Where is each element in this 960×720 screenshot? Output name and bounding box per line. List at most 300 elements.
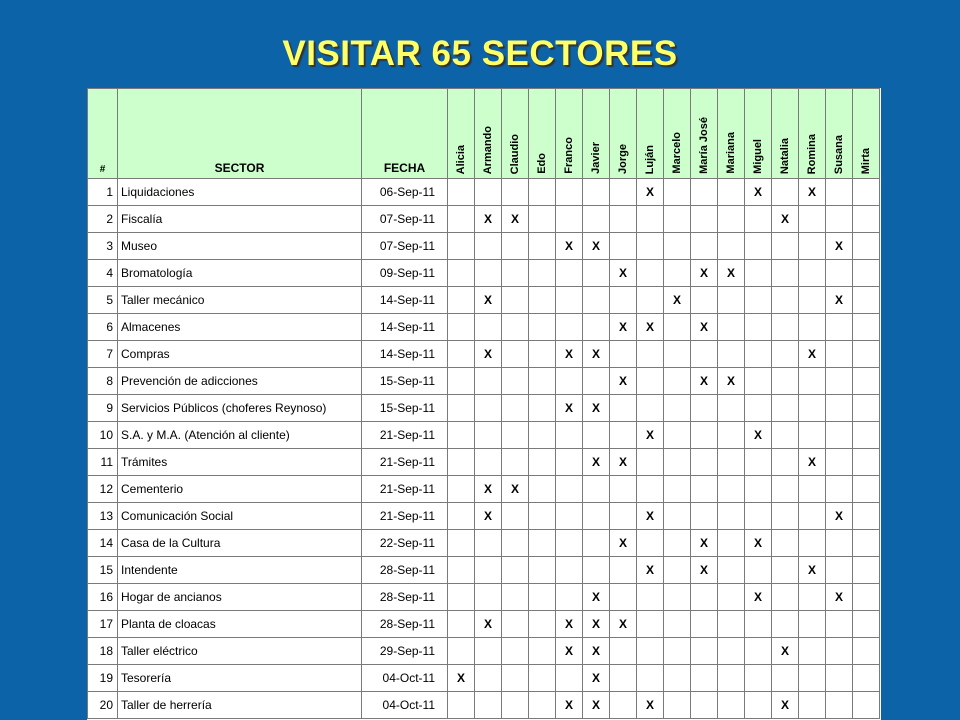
row-mark-cell bbox=[502, 341, 529, 368]
row-mark-cell bbox=[610, 584, 637, 611]
table-row bbox=[88, 368, 880, 395]
row-mark-cell bbox=[556, 503, 583, 530]
row-mark-cell bbox=[664, 638, 691, 665]
row-mark-cell bbox=[583, 530, 610, 557]
row-number: 6 bbox=[88, 314, 118, 341]
table-row bbox=[88, 638, 880, 665]
row-mark-cell bbox=[718, 692, 745, 719]
schedule-table bbox=[87, 88, 880, 719]
row-mark-x: X bbox=[583, 341, 610, 368]
table-row bbox=[88, 503, 880, 530]
row-mark-cell bbox=[556, 449, 583, 476]
row-sector: Planta de cloacas bbox=[118, 611, 362, 638]
row-mark-cell bbox=[502, 530, 529, 557]
header-person-label: María José bbox=[698, 117, 710, 174]
row-mark-cell bbox=[718, 314, 745, 341]
row-date: 21-Sep-11 bbox=[362, 476, 448, 503]
row-mark-cell bbox=[502, 449, 529, 476]
row-mark-x: X bbox=[691, 314, 718, 341]
row-sector: Casa de la Cultura bbox=[118, 530, 362, 557]
row-mark-cell bbox=[826, 422, 853, 449]
row-mark-cell bbox=[529, 341, 556, 368]
row-number: 14 bbox=[88, 530, 118, 557]
row-mark-cell bbox=[853, 368, 880, 395]
row-sector: Liquidaciones bbox=[118, 179, 362, 206]
row-mark-cell bbox=[772, 260, 799, 287]
row-mark-cell bbox=[664, 179, 691, 206]
row-mark-x: X bbox=[583, 692, 610, 719]
row-sector: Cementerio bbox=[118, 476, 362, 503]
row-mark-cell bbox=[583, 206, 610, 233]
row-number: 7 bbox=[88, 341, 118, 368]
header-person bbox=[610, 89, 637, 179]
row-mark-cell bbox=[799, 422, 826, 449]
row-mark-cell bbox=[556, 368, 583, 395]
row-mark-cell bbox=[610, 638, 637, 665]
header-person bbox=[556, 89, 583, 179]
row-mark-cell bbox=[853, 638, 880, 665]
row-mark-cell bbox=[664, 206, 691, 233]
row-mark-cell bbox=[826, 611, 853, 638]
row-mark-x: X bbox=[826, 233, 853, 260]
row-mark-cell bbox=[853, 260, 880, 287]
header-person bbox=[691, 89, 718, 179]
row-mark-cell bbox=[718, 611, 745, 638]
row-mark-cell bbox=[475, 314, 502, 341]
row-mark-cell bbox=[664, 395, 691, 422]
row-mark-cell bbox=[448, 611, 475, 638]
row-number: 8 bbox=[88, 368, 118, 395]
row-mark-cell bbox=[637, 476, 664, 503]
row-mark-cell bbox=[664, 260, 691, 287]
row-mark-cell bbox=[745, 341, 772, 368]
row-sector: Comunicación Social bbox=[118, 503, 362, 530]
row-mark-cell bbox=[745, 206, 772, 233]
row-mark-cell bbox=[448, 179, 475, 206]
header-person bbox=[502, 89, 529, 179]
row-mark-cell bbox=[529, 584, 556, 611]
row-mark-cell bbox=[772, 557, 799, 584]
row-mark-x: X bbox=[610, 530, 637, 557]
row-mark-cell bbox=[799, 692, 826, 719]
row-mark-x: X bbox=[583, 395, 610, 422]
row-mark-cell bbox=[502, 395, 529, 422]
table-row bbox=[88, 476, 880, 503]
row-sector: Taller mecánico bbox=[118, 287, 362, 314]
header-person bbox=[448, 89, 475, 179]
row-mark-cell bbox=[691, 449, 718, 476]
row-mark-cell bbox=[799, 530, 826, 557]
row-mark-cell bbox=[529, 314, 556, 341]
row-mark-cell bbox=[664, 368, 691, 395]
row-number: 1 bbox=[88, 179, 118, 206]
row-number: 5 bbox=[88, 287, 118, 314]
row-mark-cell bbox=[583, 314, 610, 341]
row-mark-cell bbox=[610, 206, 637, 233]
row-mark-x: X bbox=[610, 611, 637, 638]
row-date: 14-Sep-11 bbox=[362, 341, 448, 368]
row-mark-cell bbox=[448, 449, 475, 476]
row-mark-cell bbox=[772, 314, 799, 341]
row-date: 29-Sep-11 bbox=[362, 638, 448, 665]
row-mark-cell bbox=[610, 179, 637, 206]
row-mark-cell bbox=[826, 179, 853, 206]
row-mark-cell bbox=[475, 665, 502, 692]
row-mark-x: X bbox=[637, 314, 664, 341]
row-number: 11 bbox=[88, 449, 118, 476]
row-mark-x: X bbox=[475, 503, 502, 530]
row-mark-cell bbox=[448, 287, 475, 314]
row-mark-cell bbox=[664, 692, 691, 719]
row-date: 28-Sep-11 bbox=[362, 611, 448, 638]
row-number: 10 bbox=[88, 422, 118, 449]
row-sector: Bromatología bbox=[118, 260, 362, 287]
row-mark-cell bbox=[502, 611, 529, 638]
row-mark-cell bbox=[853, 584, 880, 611]
row-mark-cell bbox=[799, 395, 826, 422]
row-mark-cell bbox=[529, 557, 556, 584]
row-mark-cell bbox=[691, 341, 718, 368]
row-mark-cell bbox=[664, 665, 691, 692]
table-row bbox=[88, 233, 880, 260]
header-person-label: Javier bbox=[590, 142, 602, 174]
row-number: 16 bbox=[88, 584, 118, 611]
row-number: 13 bbox=[88, 503, 118, 530]
header-person-label: Miguel bbox=[752, 139, 764, 174]
header-person-label: Susana bbox=[833, 134, 845, 174]
row-mark-cell bbox=[448, 260, 475, 287]
row-mark-cell bbox=[475, 638, 502, 665]
row-mark-x: X bbox=[637, 422, 664, 449]
row-mark-cell bbox=[718, 476, 745, 503]
row-mark-cell bbox=[745, 449, 772, 476]
row-mark-x: X bbox=[826, 503, 853, 530]
row-mark-x: X bbox=[610, 314, 637, 341]
row-mark-x: X bbox=[745, 530, 772, 557]
row-mark-cell bbox=[583, 287, 610, 314]
row-mark-x: X bbox=[556, 638, 583, 665]
row-mark-cell bbox=[529, 449, 556, 476]
row-mark-cell bbox=[718, 233, 745, 260]
row-mark-cell bbox=[502, 584, 529, 611]
row-date: 21-Sep-11 bbox=[362, 503, 448, 530]
row-mark-cell bbox=[502, 422, 529, 449]
row-mark-cell bbox=[691, 611, 718, 638]
row-number: 17 bbox=[88, 611, 118, 638]
row-date: 07-Sep-11 bbox=[362, 233, 448, 260]
header-person-label: Mirta bbox=[860, 147, 872, 174]
row-date: 21-Sep-11 bbox=[362, 422, 448, 449]
row-mark-cell bbox=[799, 611, 826, 638]
row-mark-cell bbox=[853, 395, 880, 422]
row-mark-x: X bbox=[637, 503, 664, 530]
table-row bbox=[88, 422, 880, 449]
row-mark-cell bbox=[691, 638, 718, 665]
row-mark-x: X bbox=[502, 206, 529, 233]
table-body bbox=[88, 179, 880, 719]
row-mark-cell bbox=[502, 638, 529, 665]
row-number: 15 bbox=[88, 557, 118, 584]
row-mark-cell bbox=[529, 530, 556, 557]
row-mark-x: X bbox=[583, 611, 610, 638]
row-mark-cell bbox=[799, 476, 826, 503]
header-person bbox=[718, 89, 745, 179]
row-mark-cell bbox=[718, 341, 745, 368]
row-mark-cell bbox=[664, 476, 691, 503]
row-mark-cell bbox=[745, 557, 772, 584]
row-mark-cell bbox=[772, 611, 799, 638]
row-mark-cell bbox=[448, 692, 475, 719]
row-mark-cell bbox=[799, 503, 826, 530]
row-mark-cell bbox=[448, 233, 475, 260]
row-mark-cell bbox=[637, 611, 664, 638]
row-mark-cell bbox=[529, 395, 556, 422]
row-mark-cell bbox=[637, 341, 664, 368]
row-mark-x: X bbox=[556, 692, 583, 719]
row-mark-x: X bbox=[556, 233, 583, 260]
row-number: 12 bbox=[88, 476, 118, 503]
row-mark-cell bbox=[637, 638, 664, 665]
row-mark-x: X bbox=[583, 449, 610, 476]
row-mark-x: X bbox=[718, 368, 745, 395]
header-person-label: Luján bbox=[644, 144, 656, 174]
row-mark-cell bbox=[664, 341, 691, 368]
row-mark-cell bbox=[718, 422, 745, 449]
row-mark-cell bbox=[583, 476, 610, 503]
header-person bbox=[772, 89, 799, 179]
row-mark-cell bbox=[637, 665, 664, 692]
row-mark-cell bbox=[772, 287, 799, 314]
row-mark-cell bbox=[529, 233, 556, 260]
row-mark-cell bbox=[502, 557, 529, 584]
header-person bbox=[799, 89, 826, 179]
table-row bbox=[88, 557, 880, 584]
row-mark-x: X bbox=[799, 179, 826, 206]
row-mark-cell bbox=[637, 584, 664, 611]
table-row bbox=[88, 314, 880, 341]
row-sector: Museo bbox=[118, 233, 362, 260]
row-mark-cell bbox=[691, 233, 718, 260]
row-mark-cell bbox=[583, 503, 610, 530]
row-mark-cell bbox=[502, 260, 529, 287]
table-row bbox=[88, 179, 880, 206]
row-mark-x: X bbox=[745, 179, 772, 206]
row-mark-cell bbox=[799, 260, 826, 287]
table-row bbox=[88, 206, 880, 233]
row-mark-x: X bbox=[826, 287, 853, 314]
row-mark-cell bbox=[691, 206, 718, 233]
row-mark-cell bbox=[718, 449, 745, 476]
row-mark-cell bbox=[745, 260, 772, 287]
row-number: 4 bbox=[88, 260, 118, 287]
row-mark-cell bbox=[853, 557, 880, 584]
row-mark-cell bbox=[745, 287, 772, 314]
row-mark-cell bbox=[556, 314, 583, 341]
row-mark-x: X bbox=[691, 530, 718, 557]
row-mark-cell bbox=[691, 395, 718, 422]
row-mark-cell bbox=[502, 692, 529, 719]
row-mark-cell bbox=[475, 557, 502, 584]
row-mark-cell bbox=[664, 233, 691, 260]
row-mark-cell bbox=[718, 179, 745, 206]
row-sector: Fiscalía bbox=[118, 206, 362, 233]
row-mark-cell bbox=[718, 557, 745, 584]
row-mark-cell bbox=[529, 368, 556, 395]
table-row bbox=[88, 449, 880, 476]
header-number: # bbox=[88, 89, 118, 179]
row-mark-cell bbox=[745, 476, 772, 503]
row-sector: Compras bbox=[118, 341, 362, 368]
row-mark-cell bbox=[853, 449, 880, 476]
row-mark-cell bbox=[610, 341, 637, 368]
row-mark-cell bbox=[664, 449, 691, 476]
row-mark-cell bbox=[799, 233, 826, 260]
row-mark-cell bbox=[826, 692, 853, 719]
row-mark-cell bbox=[691, 179, 718, 206]
row-mark-cell bbox=[853, 314, 880, 341]
table-row bbox=[88, 665, 880, 692]
row-mark-cell bbox=[610, 476, 637, 503]
row-mark-cell bbox=[529, 611, 556, 638]
row-mark-x: X bbox=[475, 287, 502, 314]
row-mark-cell bbox=[826, 665, 853, 692]
row-mark-cell bbox=[502, 287, 529, 314]
row-mark-x: X bbox=[583, 638, 610, 665]
row-mark-cell bbox=[637, 368, 664, 395]
row-mark-cell bbox=[610, 665, 637, 692]
row-mark-cell bbox=[556, 260, 583, 287]
row-mark-x: X bbox=[475, 476, 502, 503]
row-mark-cell bbox=[529, 638, 556, 665]
row-date: 15-Sep-11 bbox=[362, 395, 448, 422]
row-mark-cell bbox=[745, 368, 772, 395]
row-mark-cell bbox=[475, 233, 502, 260]
row-mark-x: X bbox=[583, 665, 610, 692]
row-date: 14-Sep-11 bbox=[362, 314, 448, 341]
row-mark-cell bbox=[610, 557, 637, 584]
row-mark-cell bbox=[826, 260, 853, 287]
row-mark-cell bbox=[583, 557, 610, 584]
row-mark-cell bbox=[745, 395, 772, 422]
row-mark-cell bbox=[691, 584, 718, 611]
row-mark-cell bbox=[691, 503, 718, 530]
header-person bbox=[664, 89, 691, 179]
row-mark-cell bbox=[826, 368, 853, 395]
row-date: 04-Oct-11 bbox=[362, 692, 448, 719]
row-mark-cell bbox=[718, 206, 745, 233]
row-mark-cell bbox=[556, 530, 583, 557]
row-mark-cell bbox=[718, 665, 745, 692]
row-mark-cell bbox=[529, 665, 556, 692]
row-mark-x: X bbox=[502, 476, 529, 503]
row-mark-cell bbox=[664, 611, 691, 638]
row-sector: Prevención de adicciones bbox=[118, 368, 362, 395]
row-mark-cell bbox=[664, 584, 691, 611]
row-mark-cell bbox=[799, 584, 826, 611]
row-mark-cell bbox=[826, 557, 853, 584]
row-date: 14-Sep-11 bbox=[362, 287, 448, 314]
row-mark-cell bbox=[853, 422, 880, 449]
row-mark-cell bbox=[691, 665, 718, 692]
header-person bbox=[745, 89, 772, 179]
row-mark-x: X bbox=[475, 611, 502, 638]
row-mark-x: X bbox=[745, 584, 772, 611]
row-mark-cell bbox=[529, 503, 556, 530]
row-mark-cell bbox=[556, 206, 583, 233]
table-row bbox=[88, 341, 880, 368]
row-number: 18 bbox=[88, 638, 118, 665]
row-mark-cell bbox=[799, 206, 826, 233]
row-mark-x: X bbox=[826, 584, 853, 611]
row-mark-cell bbox=[853, 692, 880, 719]
row-mark-cell bbox=[745, 503, 772, 530]
row-mark-x: X bbox=[583, 233, 610, 260]
row-mark-x: X bbox=[799, 557, 826, 584]
row-mark-cell bbox=[826, 530, 853, 557]
row-mark-x: X bbox=[583, 584, 610, 611]
table-row bbox=[88, 395, 880, 422]
row-mark-cell bbox=[448, 557, 475, 584]
row-mark-x: X bbox=[772, 206, 799, 233]
row-sector: Hogar de ancianos bbox=[118, 584, 362, 611]
row-mark-cell bbox=[556, 557, 583, 584]
row-mark-cell bbox=[772, 584, 799, 611]
row-date: 28-Sep-11 bbox=[362, 584, 448, 611]
row-mark-cell bbox=[556, 179, 583, 206]
row-date: 15-Sep-11 bbox=[362, 368, 448, 395]
row-mark-cell bbox=[664, 530, 691, 557]
row-mark-cell bbox=[718, 395, 745, 422]
row-mark-cell bbox=[610, 287, 637, 314]
row-mark-cell bbox=[745, 611, 772, 638]
row-sector: Almacenes bbox=[118, 314, 362, 341]
row-mark-cell bbox=[475, 692, 502, 719]
row-mark-cell bbox=[772, 368, 799, 395]
row-mark-x: X bbox=[637, 557, 664, 584]
row-mark-cell bbox=[772, 449, 799, 476]
row-mark-cell bbox=[610, 692, 637, 719]
row-mark-cell bbox=[826, 395, 853, 422]
row-mark-cell bbox=[448, 530, 475, 557]
row-mark-cell bbox=[799, 314, 826, 341]
row-number: 9 bbox=[88, 395, 118, 422]
row-mark-cell bbox=[853, 287, 880, 314]
row-mark-cell bbox=[637, 206, 664, 233]
row-date: 07-Sep-11 bbox=[362, 206, 448, 233]
row-mark-cell bbox=[529, 179, 556, 206]
row-mark-x: X bbox=[691, 368, 718, 395]
row-mark-cell bbox=[799, 638, 826, 665]
row-mark-cell bbox=[637, 395, 664, 422]
row-mark-cell bbox=[853, 233, 880, 260]
row-mark-cell bbox=[772, 476, 799, 503]
row-mark-cell bbox=[691, 422, 718, 449]
row-mark-cell bbox=[718, 584, 745, 611]
row-mark-cell bbox=[772, 395, 799, 422]
header-person-label: Franco bbox=[563, 137, 575, 174]
row-sector: Trámites bbox=[118, 449, 362, 476]
row-mark-cell bbox=[745, 314, 772, 341]
row-mark-x: X bbox=[799, 449, 826, 476]
row-number: 2 bbox=[88, 206, 118, 233]
row-mark-cell bbox=[475, 260, 502, 287]
row-mark-cell bbox=[475, 584, 502, 611]
row-mark-cell bbox=[529, 206, 556, 233]
row-mark-cell bbox=[529, 260, 556, 287]
header-person-label: Armando bbox=[482, 125, 494, 174]
row-mark-cell bbox=[475, 395, 502, 422]
row-sector: Taller eléctrico bbox=[118, 638, 362, 665]
